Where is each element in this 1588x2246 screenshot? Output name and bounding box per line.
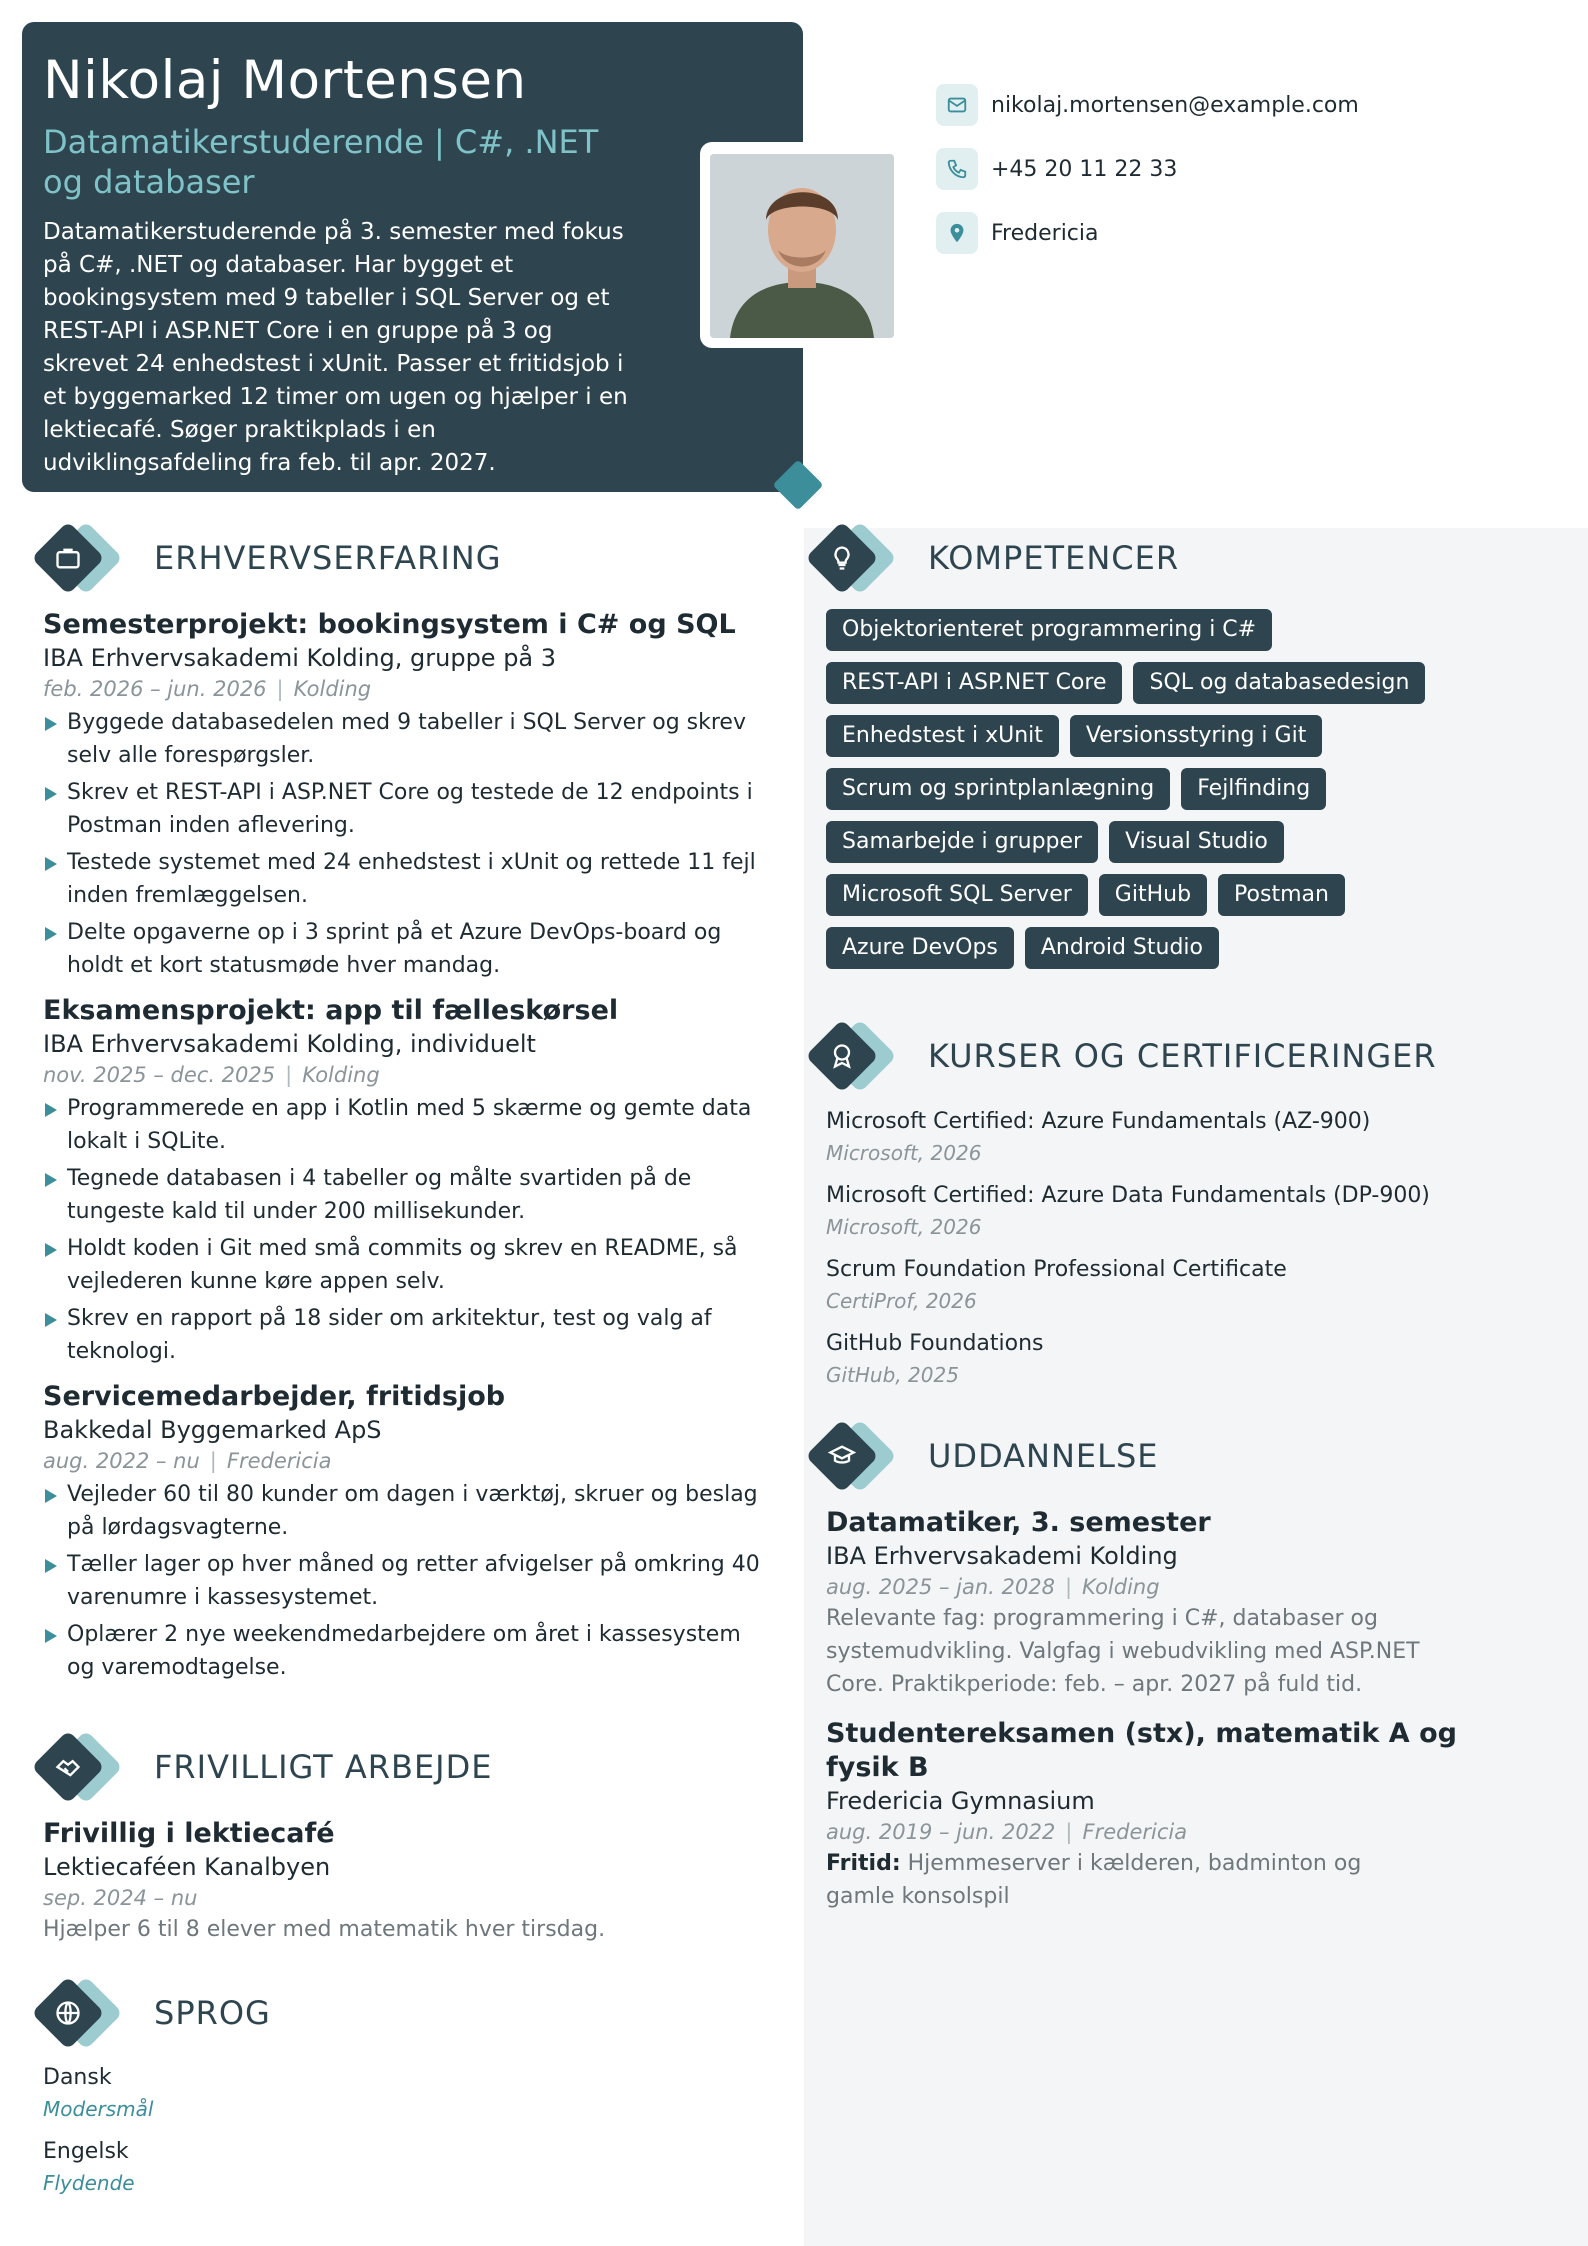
job-dates: aug. 2022 – nu <box>43 1449 200 1473</box>
language-level: Flydende <box>43 2171 135 2195</box>
bullet: Byggede databasedelen med 9 tabeller i SQL Server og skrev selv alle forespørgsler. <box>43 706 763 772</box>
volunteer-dates: sep. 2024 – nu <box>43 1886 198 1910</box>
education-title: Studentereksamen (stx), matematik A og fysik B <box>826 1718 1457 1783</box>
profile-summary: Datamatikerstuderende på 3. semester med fokus på C#, .NET og databaser. Har bygget et bookingsystem med 9 tabeller i SQL Server og et REST-API i ASP.NET Core i en gruppe på 3 og skrevet 24 enhedstest i xUnit. Passer et fritidsjob i et byggemarked 12 timer om ugen og hjælper i en lektiecafé. Søger praktikplads i en udviklingsafdeling fra feb. til apr. 2027. <box>43 219 628 476</box>
education-text <box>826 1847 1386 1913</box>
briefcase-icon <box>34 518 134 598</box>
education-dates: aug. 2019 – jun. 2022 <box>826 1820 1056 1844</box>
education-list <box>826 1506 1526 1913</box>
skill-tag: Enhedstest i xUnit <box>826 715 1059 757</box>
contact-email[interactable] <box>936 84 1359 126</box>
experience-item <box>43 994 763 1368</box>
language-name: Dansk <box>43 2065 112 2090</box>
job-meta: aug. 2022 – nu | Fredericia <box>43 1449 332 1473</box>
section-title: ERHVERVSERFARING <box>154 539 502 577</box>
candidate-name: Nikolaj Mortensen <box>43 50 527 111</box>
education-text: Relevante fag: programmering i C#, databaser og systemudvikling. Valgfag i webudvikling med ASP.NET Core. Praktikperiode: feb. – apr. 2027 på fuld tid. <box>826 1606 1420 1697</box>
education-hobbies: Hjemmeserver i kælderen, badminton og gamle konsolspil <box>826 1851 1362 1909</box>
course-issuer: GitHub, 2025 <box>826 1363 959 1387</box>
bullet: Oplærer 2 nye weekendmedarbejdere om året i kassesystem og varemodtagelse. <box>43 1618 763 1684</box>
education-meta: aug. 2019 – jun. 2022 | Fredericia <box>826 1820 1188 1844</box>
bullet: Skrev et REST-API i ASP.NET Core og testede de 12 endpoints i Postman inden aflevering. <box>43 776 763 842</box>
skill-tag: Samarbejde i grupper <box>826 821 1098 863</box>
bullet: Tegnede databasen i 4 tabeller og målte svartiden på de tungeste kald til under 200 millisekunder. <box>43 1162 763 1228</box>
job-bullets <box>43 1478 763 1684</box>
education-label: Fritid: <box>826 1851 901 1876</box>
headline: Datamatikerstuderende | C#, .NET og databaser <box>43 123 599 201</box>
course-issuer: Microsoft, 2026 <box>826 1215 982 1239</box>
location-pin-icon <box>936 212 978 254</box>
education-place: Kolding <box>1082 1575 1160 1599</box>
job-bullets <box>43 706 763 982</box>
job-meta: feb. 2026 – jun. 2026 | Kolding <box>43 677 372 701</box>
experience-item <box>43 608 763 982</box>
phone-icon <box>936 148 978 190</box>
education-item <box>826 1717 1526 1913</box>
education-item <box>826 1506 1526 1701</box>
education-dates: aug. 2025 – jan. 2028 <box>826 1575 1055 1599</box>
bullet: Skrev en rapport på 18 sider om arkitektur, test og valg af teknologi. <box>43 1302 763 1368</box>
job-title: Semesterprojekt: bookingsystem i C# og SQL <box>43 609 736 640</box>
skill-tag: Versionsstyring i Git <box>1070 715 1322 757</box>
education-school: Fredericia Gymnasium <box>826 1787 1095 1815</box>
handshake-icon <box>34 1727 134 1807</box>
skill-tag: Postman <box>1218 874 1345 916</box>
skill-tag: REST-API i ASP.NET Core <box>826 662 1122 704</box>
section-title: SPROG <box>154 1994 271 2032</box>
header-panel <box>22 22 803 492</box>
bullet: Vejleder 60 til 80 kunder om dagen i værktøj, skruer og beslag på lørdagsvagterne. <box>43 1478 763 1544</box>
course-name: Microsoft Certified: Azure Data Fundamentals (DP-900) <box>826 1183 1430 1208</box>
experience-list <box>43 608 763 1688</box>
section-courses-header <box>808 1016 1437 1096</box>
contact-phone[interactable] <box>936 148 1359 190</box>
job-title: Eksamensprojekt: app til fælleskørsel <box>43 995 619 1026</box>
bullet: Holdt koden i Git med små commits og skrev en README, så vejlederen kunne køre appen selv. <box>43 1232 763 1298</box>
course-issuer: Microsoft, 2026 <box>826 1141 982 1165</box>
skill-tag: Objektorienteret programmering i C# <box>826 609 1272 651</box>
course-name: Microsoft Certified: Azure Fundamentals (AZ-900) <box>826 1109 1371 1134</box>
education-place: Fredericia <box>1082 1820 1188 1844</box>
education-school: IBA Erhvervsakademi Kolding <box>826 1542 1178 1570</box>
section-experience-header <box>34 518 502 598</box>
award-icon <box>808 1016 908 1096</box>
bullet: Testede systemet med 24 enhedstest i xUnit og rettede 11 fejl inden fremlæggelsen. <box>43 846 763 912</box>
lightbulb-icon <box>808 518 908 598</box>
course-name: GitHub Foundations <box>826 1331 1044 1356</box>
course-issuer: CertiProf, 2026 <box>826 1289 977 1313</box>
skill-tag: Scrum og sprintplanlægning <box>826 768 1170 810</box>
contact-location <box>936 212 1359 254</box>
section-volunteer-header <box>34 1727 492 1807</box>
language-name: Engelsk <box>43 2139 129 2164</box>
volunteer-text: Hjælper 6 til 8 elever med matematik hver tirsdag. <box>43 1917 606 1942</box>
skill-tag: SQL og databasedesign <box>1133 662 1425 704</box>
section-title: FRIVILLIGT ARBEJDE <box>154 1748 493 1786</box>
bullet: Programmerede en app i Kotlin med 5 skærme og gemte data lokalt i SQLite. <box>43 1092 763 1158</box>
bullet: Delte opgaverne op i 3 sprint på et Azure DevOps-board og holdt et kort statusmøde hver mandag. <box>43 916 763 982</box>
contact-list <box>936 84 1359 276</box>
profile-photo-frame <box>700 142 906 348</box>
education-title: Datamatiker, 3. semester <box>826 1507 1211 1538</box>
graduation-cap-icon <box>808 1416 908 1496</box>
volunteer-org: Lektiecaféen Kanalbyen <box>43 1853 331 1881</box>
job-bullets <box>43 1092 763 1368</box>
job-org: IBA Erhvervsakademi Kolding, gruppe på 3 <box>43 644 557 672</box>
location-text: Fredericia <box>991 220 1099 246</box>
profile-photo <box>710 154 894 338</box>
section-education-header <box>808 1416 1158 1496</box>
globe-icon <box>34 1973 134 2053</box>
course-list <box>826 1106 1526 1402</box>
job-dates: feb. 2026 – jun. 2026 <box>43 677 267 701</box>
email-text: nikolaj.mortensen@example.com <box>991 92 1359 118</box>
skill-tag: Android Studio <box>1025 927 1219 969</box>
volunteer-item <box>43 1817 763 1946</box>
skill-tag: Fejlfinding <box>1181 768 1326 810</box>
phone-text: +45 20 11 22 33 <box>991 156 1178 182</box>
job-place: Kolding <box>293 677 372 701</box>
volunteer-title: Frivillig i lektiecafé <box>43 1818 335 1849</box>
email-icon <box>936 84 978 126</box>
skills-tags <box>826 609 1526 969</box>
skill-tag: GitHub <box>1099 874 1207 916</box>
section-title: UDDANNELSE <box>928 1437 1159 1475</box>
job-title: Servicemedarbejder, fritidsjob <box>43 1381 506 1412</box>
education-meta: aug. 2025 – jan. 2028 | Kolding <box>826 1575 1160 1599</box>
section-skills-header <box>808 518 1179 598</box>
job-place: Fredericia <box>226 1449 332 1473</box>
job-dates: nov. 2025 – dec. 2025 <box>43 1063 276 1087</box>
job-place: Kolding <box>302 1063 380 1087</box>
section-title: KURSER OG CERTIFICERINGER <box>928 1037 1437 1075</box>
skill-tag: Visual Studio <box>1109 821 1284 863</box>
bullet: Tæller lager op hver måned og retter afvigelser på omkring 40 varenumre i kassesystemet. <box>43 1548 763 1614</box>
experience-item <box>43 1380 763 1684</box>
language-list <box>43 2062 763 2210</box>
section-title: KOMPETENCER <box>928 539 1180 577</box>
section-languages-header <box>34 1973 271 2053</box>
skill-tag: Microsoft SQL Server <box>826 874 1088 916</box>
job-org: IBA Erhvervsakademi Kolding, individuelt <box>43 1030 536 1058</box>
language-level: Modersmål <box>43 2097 154 2121</box>
job-meta: nov. 2025 – dec. 2025 | Kolding <box>43 1063 380 1087</box>
job-org: Bakkedal Byggemarked ApS <box>43 1416 382 1444</box>
course-name: Scrum Foundation Professional Certificate <box>826 1257 1287 1282</box>
skill-tag: Azure DevOps <box>826 927 1014 969</box>
